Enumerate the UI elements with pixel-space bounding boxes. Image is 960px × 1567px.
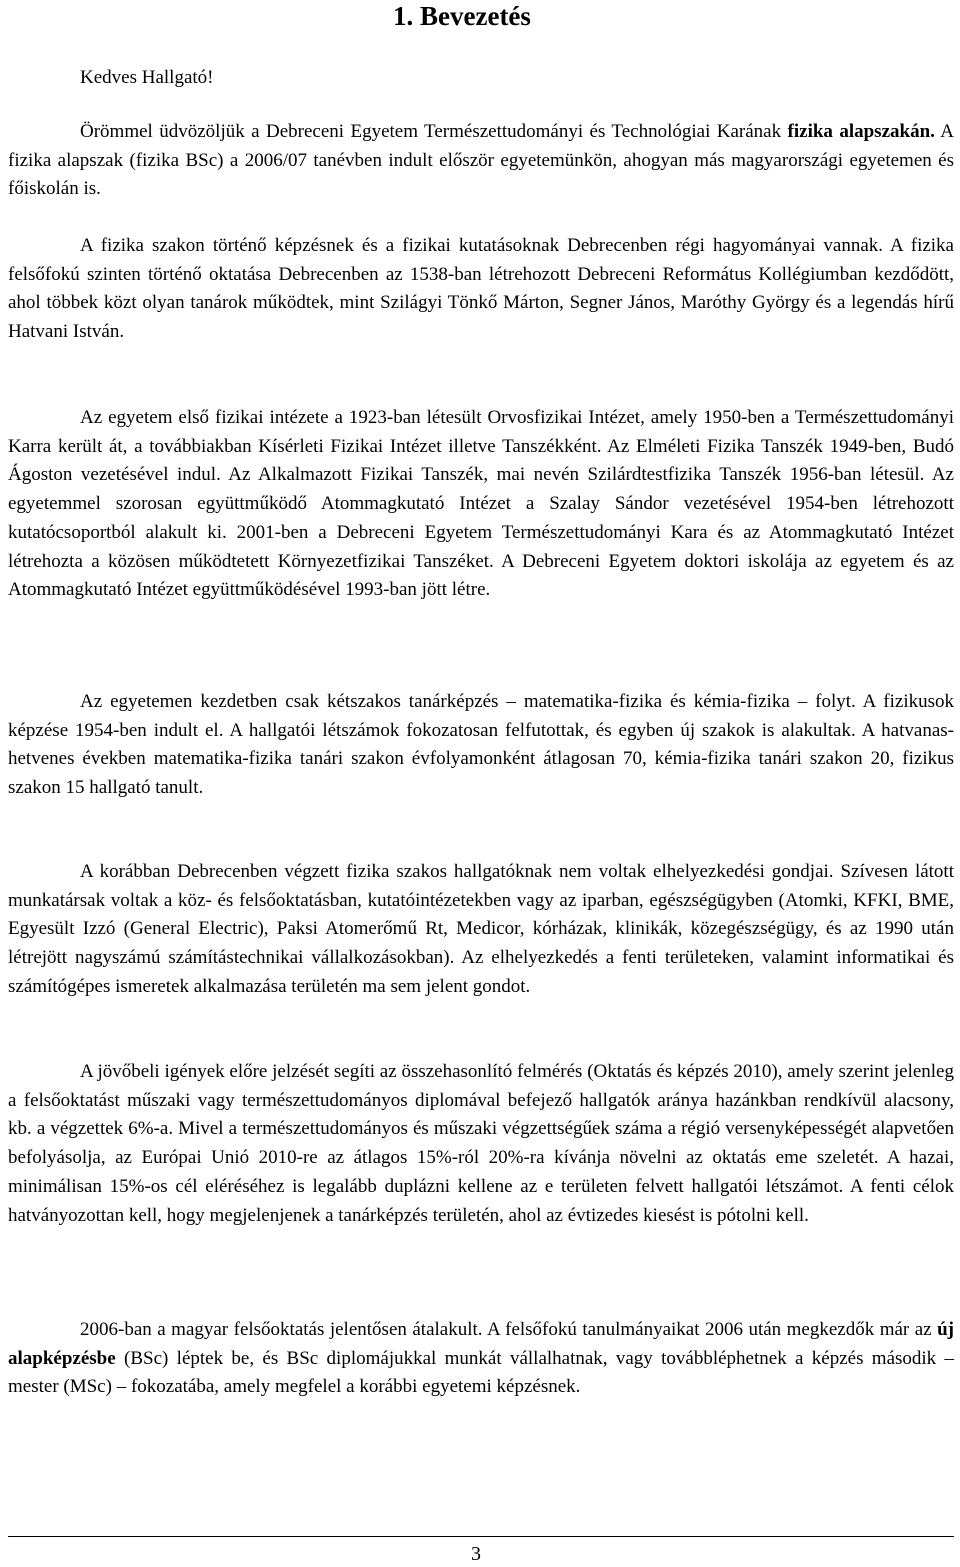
section-title: 1. Bevezetés (393, 1, 531, 31)
page-number: 3 (471, 1543, 481, 1565)
paragraph-welcome (8, 118, 954, 204)
paragraph-bsc-reform-text-2: (BSc) léptek be, és BSc diplomájukkal munkát vállalhatnak, vagy továbbléphetnek a képzés második – mester (MSc) – fokozatába, amely megfelel a korábbi egyetemi képzésnek. (8, 1347, 954, 1398)
paragraph-welcome-bold: fizika alapszakán. (787, 121, 935, 142)
paragraph-welcome-text-1: Örömmel üdvözöljük a Debreceni Egyetem Természettudományi és Technológiai Karának (80, 121, 788, 142)
paragraph-employment: A korábban Debrecenben végzett fizika szakos hallgatóknak nem voltak elhelyezkedési gondjai. Szívesen látott munkatársak voltak a köz- és felsőoktatásban, kutatóintézetekben vagy az iparban, egészségügyben (Atomki, KFKI, BME, Egyesült Izzó (General Electric), Paksi Atomerőmű Rt, Medicor, kórházak, klinikák, közegészségügy, és az 1990 után létrejött nagyszámú számítástechnikai vállalkozásokban). Az elhelyezkedés a fenti területeken, valamint informatikai és számítógépes ismeretek alkalmazása területén ma sem jelent gondot. (8, 861, 954, 997)
paragraph-bsc-reform (8, 1316, 954, 1402)
footer-divider (8, 1536, 954, 1537)
paragraph-bsc-reform-text-1: 2006-ban a magyar felsőoktatás jelentősen átalakult. A felsőfokú tanulmányaikat 2006 után megkezdők már az (80, 1319, 938, 1340)
paragraph-welcome-text-2: A fizika alapszak (fizika BSc) a 2006/07 tanévben indult először egyetemünkön, ahogyan más magyarországi egyetemen és főiskolán is. (8, 121, 954, 200)
paragraph-institutes: Az egyetem első fizikai intézete a 1923-ban létesült Orvosfizikai Intézet, amely 1950-ben a Természettudományi Karra került át, a továbbiakban Kísérleti Fizikai Intézet illetve Tanszékként. Az Elméleti Fizika Tanszék 1949-ben, Budó Ágoston vezetésével indul. Az Alkalmazott Fizikai Tanszék, mai nevén Szilárdtestfizika Tanszék 1956-ban létesül. Az egyetemmel szorosan együttműködő Atommagkutató Intézet a Szalay Sándor vezetésével 1954-ben létrehozott kutatócsoportból alakult ki. 2001-ben a Debreceni Egyetem Természettudományi Kara és az Atommagkutató Intézet létrehozta a közösen működtetett Környezetfizikai Tanszéket. A Debreceni Egyetem doktori iskolája az egyetem és az Atommagkutató Intézet együttműködésével 1993-ban jött létre. (8, 407, 954, 601)
paragraph-bsc-reform-bold: új alapképzésbe (8, 1319, 954, 1369)
paragraph-training: Az egyetemen kezdetben csak kétszakos tanárképzés – matematika-fizika és kémia-fizika – folyt. A fizikusok képzése 1954-ben indult el. A hallgatói létszámok fokozatosan felfutottak, és egyben új szakok is alakultak. A hatvanas-hetvenes években matematika-fizika tanári szakon évfolyamonként átlagosan 70, kémia-fizika tanári szakon 20, fizikus szakon 15 hallgató tanult. (8, 691, 954, 799)
paragraph-history: A fizika szakon történő képzésnek és a fizikai kutatásoknak Debrecenben régi hagyományai vannak. A fizika felsőfokú szinten történő oktatása Debrecenben az 1538-ban létrehozott Debreceni Református Kollégiumban kezdődött, ahol többek közt olyan tanárok működtek, mint Szilágyi Tönkő Márton, Segner János, Maróthy György és a legendás hírű Hatvani István. (8, 235, 954, 343)
greeting: Kedves Hallgató! (80, 67, 214, 88)
paragraph-future-needs: A jövőbeli igények előre jelzését segíti az összehasonlító felmérés (Oktatás és képzés 2010), amely szerint jelenleg a felsőoktatást műszaki vagy természettudományos diplomával befejező hallgatók aránya hazánkban rendkívül alacsony, kb. a végzettek 6%-a. Mivel a természettudományos és műszaki végzettségűek száma a régió versenyképességét alapvetően befolyásolja, az Európai Unió 2010-re az átlagos 15%-ról 20%-ra kívánja növelni az oktatás eme szeletét. A hazai, minimálisan 15%-os cél eléréséhez is legalább duplázni kellene az e területen felvett hallgatói létszámot. A fenti célok hatványozottan kell, hogy megjelenjenek a tanárképzés területén, ahol az évtizedes kiesést is pótolni kell. (8, 1061, 954, 1226)
